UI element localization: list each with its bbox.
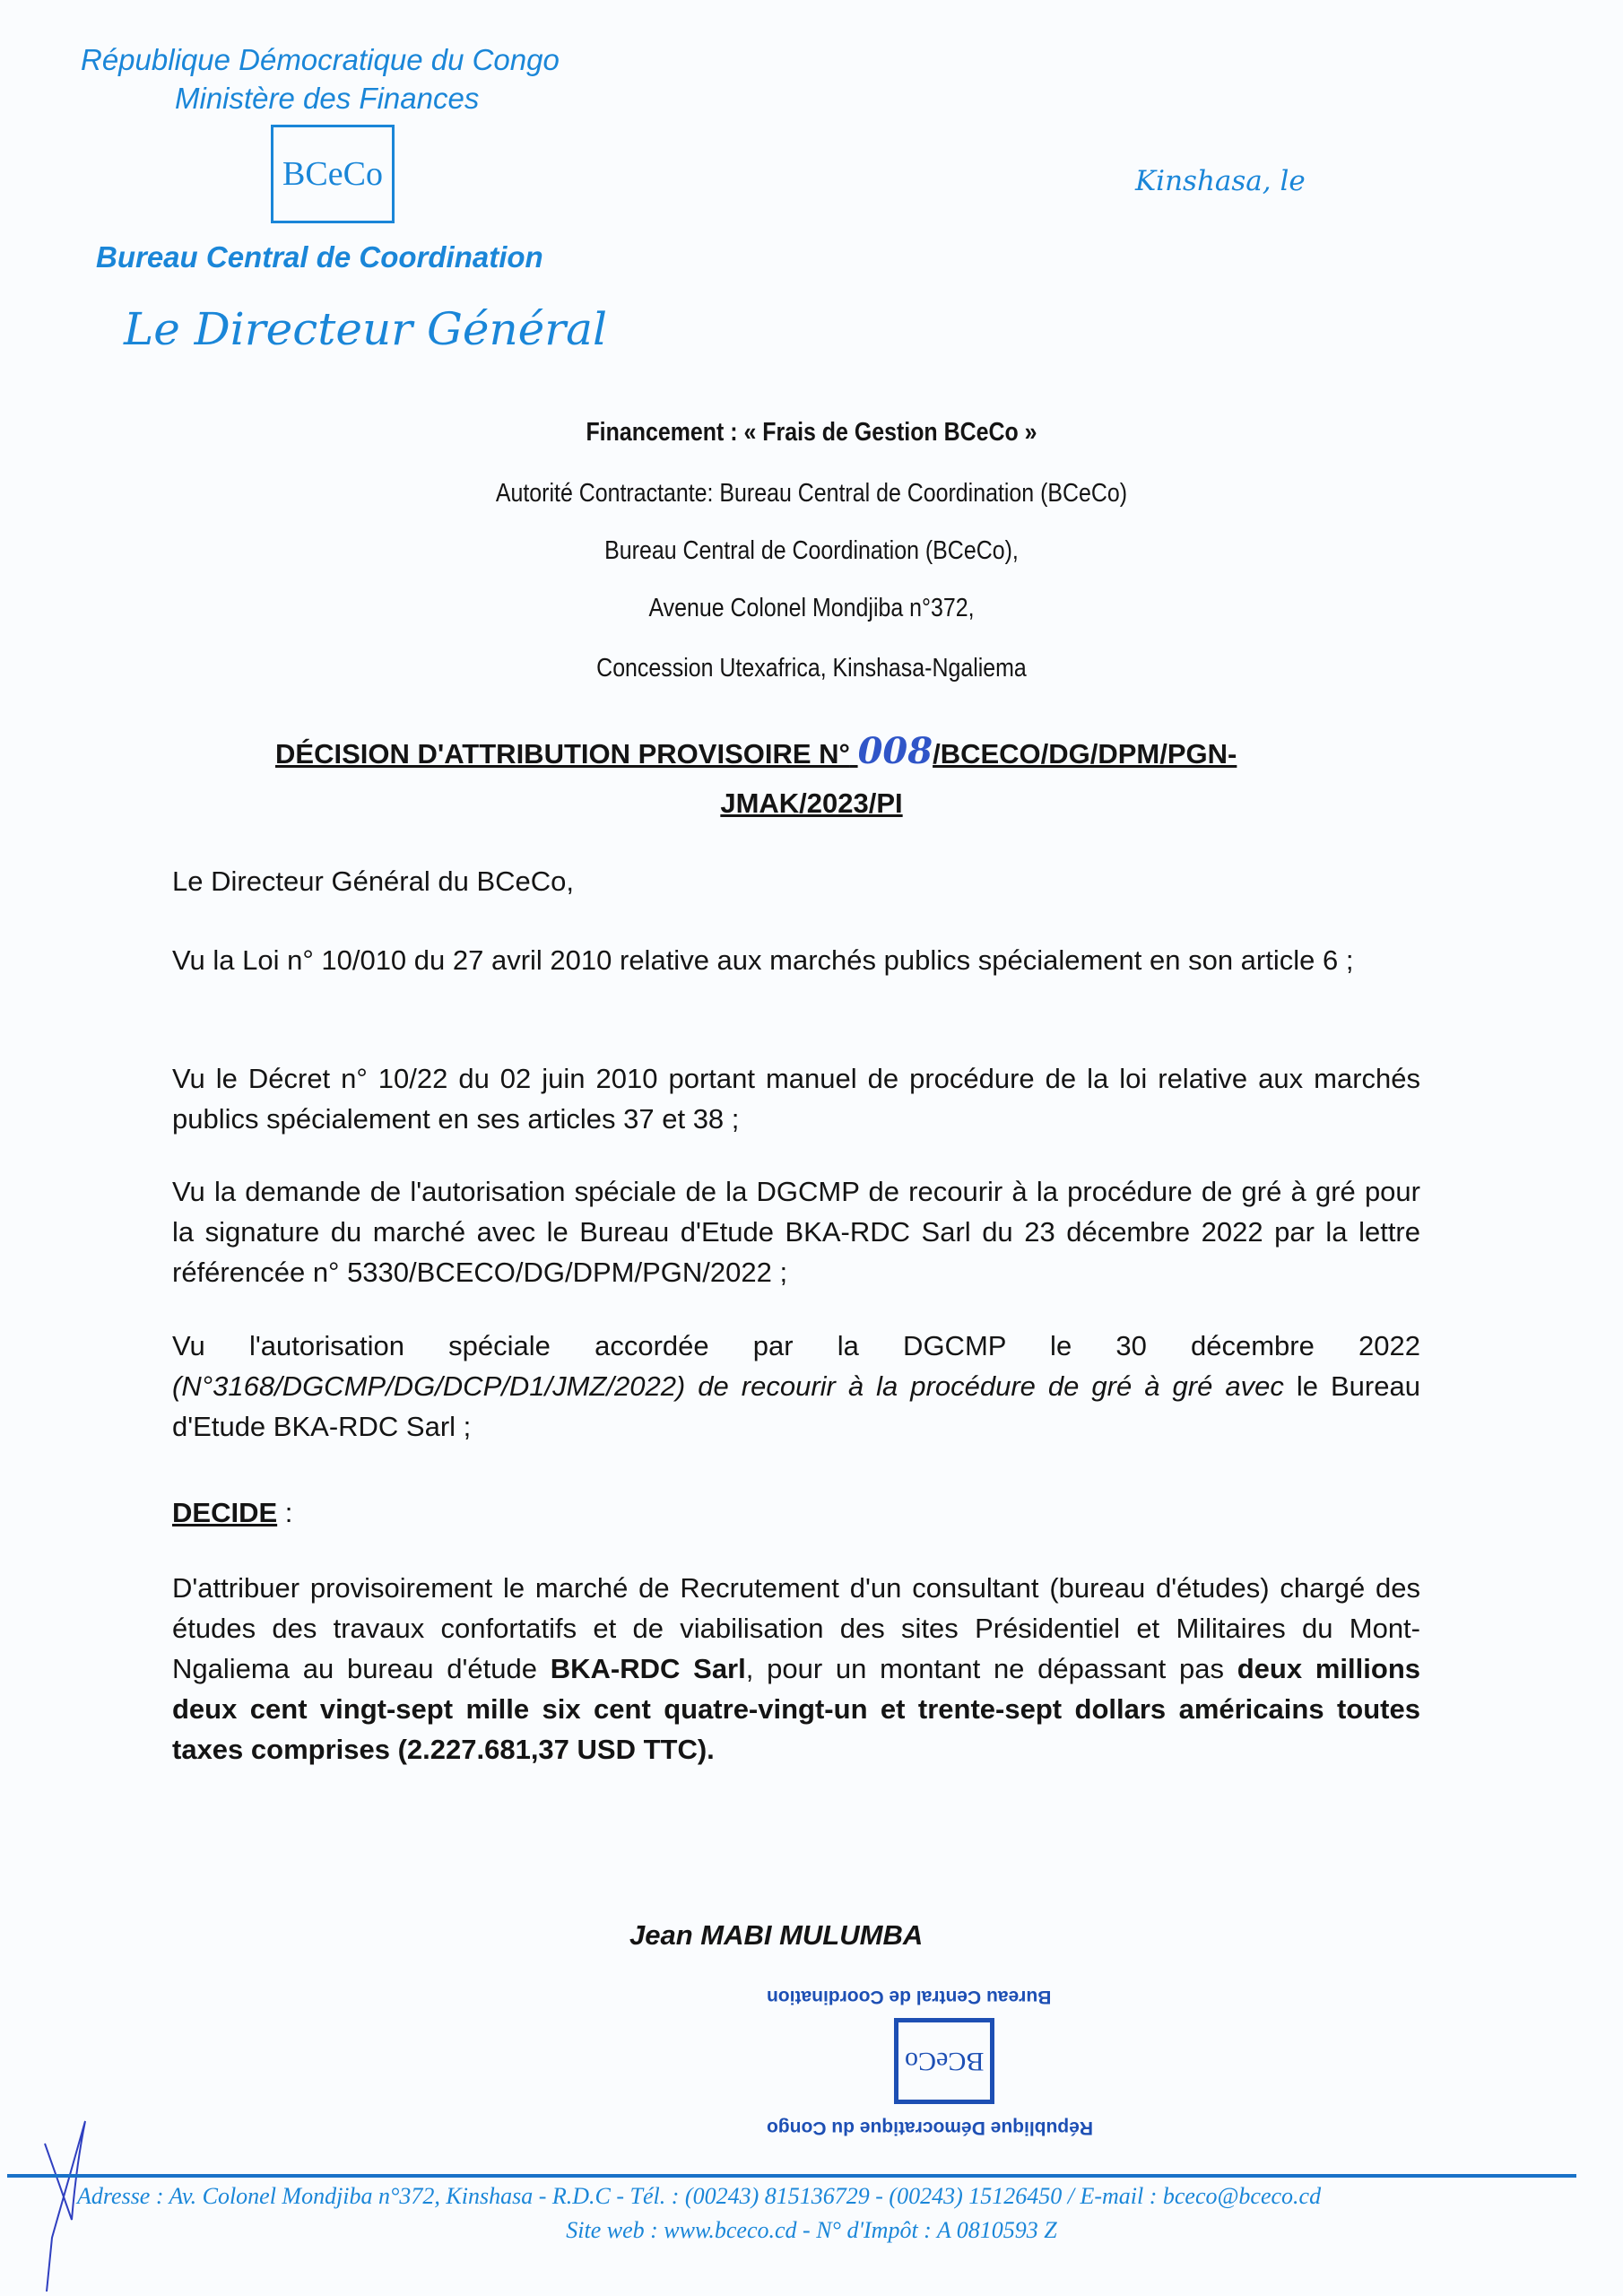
award-amount: deux millions deux cent vingt-sept mille six cent quatre-vingt-un et trente-sept dollars américains toutes taxes comprises (2.227.681,37 USD TTC). bbox=[172, 1653, 1420, 1765]
text: le Bureau d'Etude BKA-RDC Sarl ; bbox=[172, 1370, 1420, 1442]
director-title: Le Directeur Général bbox=[124, 303, 607, 355]
place-date: Kinshasa, le bbox=[1135, 165, 1306, 197]
footer-website: Site web : www.bceco.cd - N° d'Impôt : A 0810593 Z bbox=[566, 2217, 1057, 2243]
address-line: Bureau Central de Coordination (BCeCo), bbox=[604, 536, 1019, 565]
consideration-decree: Vu le Décret n° 10/22 du 02 juin 2010 portant manuel de procédure de la loi relative aux marchés publics spécialement en ses articles 37 et 38 ; bbox=[172, 1063, 1420, 1135]
text: , pour un montant ne dépassant pas bbox=[745, 1653, 1237, 1684]
stamp-top-text: Bureau Central de Coordination bbox=[767, 1987, 1052, 2007]
financing-line bbox=[114, 418, 1510, 448]
authorization-reference: (N°3168/DGCMP/DG/DCP/D1/JMZ/2022) de recourir à la procédure de gré à gré avec bbox=[172, 1370, 1284, 1402]
stamp-logo-text: BCeCo bbox=[904, 2047, 985, 2076]
stamp-bottom-text: République Démocratique du Congo bbox=[767, 2118, 1094, 2138]
decision-paragraph bbox=[172, 1568, 1420, 1770]
decide-colon: : bbox=[277, 1497, 293, 1528]
consideration-authorization bbox=[172, 1326, 1420, 1447]
country-name: République Démocratique du Congo bbox=[81, 43, 560, 76]
decision-title-prefix: DÉCISION D'ATTRIBUTION PROVISOIRE N° bbox=[275, 738, 850, 770]
address-line: Autorité Contractante: Bureau Central de Coordination (BCeCo) bbox=[495, 479, 1128, 508]
address-line: Concession Utexafrica, Kinshasa-Ngaliema bbox=[596, 654, 1027, 683]
organization-name: Bureau Central de Coordination bbox=[96, 240, 543, 274]
decision-title-line2: JMAK/2023/PI bbox=[720, 787, 903, 819]
opening-line: Le Directeur Général du BCeCo, bbox=[172, 865, 575, 897]
financing-value: « Frais de Gestion BCeCo » bbox=[743, 418, 1037, 447]
consideration-law: Vu la Loi n° 10/010 du 27 avril 2010 relative aux marchés publics spécialement en son article 6 ; bbox=[172, 944, 1354, 976]
decision-title-suffix: /BCECO/DG/DPM/PGN- bbox=[933, 738, 1237, 770]
decide-label: DECIDE bbox=[172, 1497, 278, 1528]
footer-divider bbox=[7, 2174, 1576, 2178]
bceco-logo bbox=[271, 125, 395, 223]
footer-address: Adresse : Av. Colonel Mondjiba n°372, Kinshasa - R.D.C - Tél. : (00243) 815136729 - (00243) 15126450 / E-mail : bceco@bceco.cd bbox=[77, 2183, 1322, 2209]
decision-title bbox=[275, 730, 1237, 772]
decide-heading bbox=[172, 1492, 1420, 1533]
text: D'attribuer provisoirement le marché de Recrutement d'un consultant (bureau d'études) chargé des études des travaux confortatifs et de viabilisation des sites Présidentiel et Militaires du Mont-Ngaliema au bureau d'étude bbox=[172, 1572, 1420, 1684]
text: Vu l'autorisation spéciale accordée par la DGCMP le 30 décembre 2022 bbox=[172, 1330, 1420, 1361]
logo-text: BCeCo bbox=[282, 155, 383, 193]
address-line: Avenue Colonel Mondjiba n°372, bbox=[648, 594, 975, 622]
handwritten-decision-number: 008 bbox=[857, 730, 933, 772]
ministry-name: Ministère des Finances bbox=[175, 82, 480, 115]
awarded-company: BKA-RDC Sarl bbox=[550, 1653, 746, 1684]
stamp-logo bbox=[894, 2018, 994, 2104]
signatory-name: Jean MABI MULUMBA bbox=[629, 1919, 924, 1951]
consideration-request: Vu la demande de l'autorisation spéciale de la DGCMP de recourir à la procédure de gré à gré pour la signature du marché avec le Bureau d'Etude BKA-RDC Sarl du 23 décembre 2022 par la lettre référencée n° 5330/BCECO/DG/DPM/PGN/2022 ; bbox=[172, 1176, 1420, 1288]
financing-label: Financement : bbox=[586, 418, 738, 447]
